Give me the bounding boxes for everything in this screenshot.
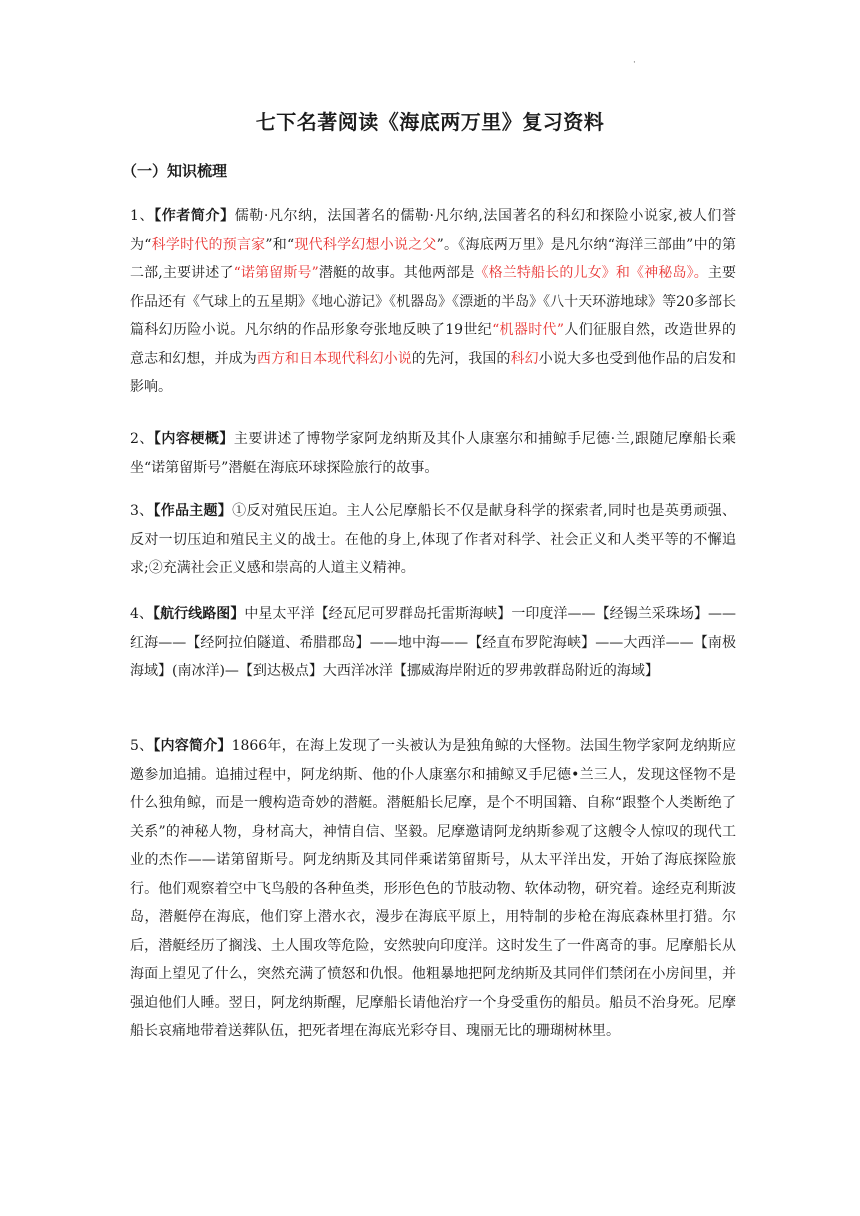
para-label: 【内容梗概】	[153, 431, 234, 447]
corner-mark: ·	[633, 58, 636, 68]
para-text: 主要讲述了博物学家阿龙纳斯及其仆人康塞尔和捕鲸手尼德·兰,跟随尼摩船长乘坐“诺第留斯号”潜艇在海底环球探险旅行的故事。	[130, 431, 737, 476]
para-text: 1866年，在海上发现了一头被认为是独角鲸的大怪物。法国生物学家阿龙纳斯应邀参加追捕。追捕过程中，阿龙纳斯、他的仆人康塞尔和捕鲸叉手尼德•兰三人，发现这怪物不是什么独角鲸，而是一艘构造奇妙的潜艇。潜艇船长尼摩，是个不明国籍、自称“跟整个人类断绝了关系”的神秘人物，身材高大，神情自信、坚毅。尼摩邀请阿龙纳斯参观了这艘令人惊叹的现代工业的杰作——诺第留斯号。阿龙纳斯及其同伴乘诺第留斯号，从太平洋出发，开始了海底探险旅行。他们观察着空中飞鸟般的各种鱼类，形形色色的节肢动物、软体动物，研究着。途经克利斯波岛，潜艇停在海底，他们穿上潜水衣，漫步在海底平原上，用特制的步枪在海底森林里打猎。尔后，潜艇经历了搁浅、土人围攻等危险，安然驶向印度洋。这时发生了一件离奇的事。尼摩船长从海面上望见了什么，突然充满了愤怒和仇恨。他粗暴地把阿龙纳斯及其同伴们禁闭在小房间里，并强迫他们人睡。翌日，阿龙纳斯醒，尼摩船长请他治疗一个身受重伤的船员。船员不治身死。尼摩船长哀痛地带着送葬队伍，把死者埋在海底光彩夺目、瑰丽无比的珊瑚树林里。	[130, 738, 736, 1039]
highlight-text: 现代科学幻想小说之父	[294, 236, 437, 253]
paragraph-theme	[130, 497, 736, 583]
para-number: 3、	[130, 503, 154, 519]
para-text: 主要作品还有《气球上的五星期》《地心游记》《机器岛》《漂逝的半岛》《八十天环游地球》等20多部长篇科幻历险小说。凡尔纳的作品形象夸张地反映了19世纪	[130, 265, 737, 338]
highlight-text: 西方和日本现代科幻小说	[256, 350, 412, 367]
highlight-text: “诺第留斯号”	[233, 265, 319, 281]
highlight-text: “机器时代”	[492, 322, 565, 338]
para-text: 小说大多也受到他作品的启发和影响。	[130, 350, 737, 395]
para-number: 2、	[130, 431, 154, 447]
paragraph-summary	[130, 425, 736, 482]
para-text: ①反对殖民压迫。主人公尼摩船长不仅是献身科学的探索者,同时也是英勇顽强、反对一切压迫和殖民主义的战士。在他的身上,体现了作者对科学、社会正义和人类平等的不懈追求;②充满社会正义感和崇高的人道主义精神。	[130, 503, 736, 576]
highlight-text: 《格兰特船长的儿女》和《神秘岛》。	[474, 265, 708, 281]
para-number: 1、	[130, 208, 155, 224]
highlight-text: 科幻	[510, 350, 539, 367]
para-text: 的先河，我国的	[411, 350, 511, 367]
paragraph-route	[130, 600, 736, 686]
para-text: 人们征服自然，改造世界的意志和幻想，并成为	[130, 322, 736, 367]
para-text: 潜艇的故事。其他两部是	[318, 265, 475, 281]
document-title: 七下名著阅读《海底两万里》复习资料	[255, 110, 605, 134]
section-heading: （一）知识梳理	[122, 162, 228, 180]
highlight-text: 科学时代的预言家	[151, 236, 266, 253]
paragraph-content-intro	[130, 732, 736, 1046]
para-text: “	[144, 236, 152, 253]
para-label: 【航行线路图】	[153, 606, 245, 622]
para-label: 【作者简介】	[154, 208, 235, 224]
para-text: 儒勒·凡尔纳，法国著名的儒勒·凡尔纳,法国著名的科幻和探险小说家,被人们誉为	[130, 208, 736, 253]
para-text: 中星太平洋【经瓦尼可罗群岛托雷斯海峡】一印度洋——【经锡兰采珠场】——红海——【经阿拉伯隧道、希腊郡岛】——地中海——【经直布罗陀海峡】——大西洋——【南极海域】(南冰洋)—【到达极点】大西洋冰洋【挪威海岸附近的罗弗敦群岛附近的海域】	[130, 606, 736, 679]
para-label: 【内容简介】	[153, 738, 232, 754]
paragraph-author-intro	[130, 202, 736, 402]
para-text: ”。《海底两万里》是凡尔纳“海洋三部曲”中的第二部,主要讲述了	[130, 236, 737, 281]
para-number: 4、	[130, 606, 154, 622]
para-label: 【作品主题】	[153, 503, 233, 519]
para-number: 5、	[130, 738, 154, 754]
para-text: ”和“	[265, 236, 295, 253]
